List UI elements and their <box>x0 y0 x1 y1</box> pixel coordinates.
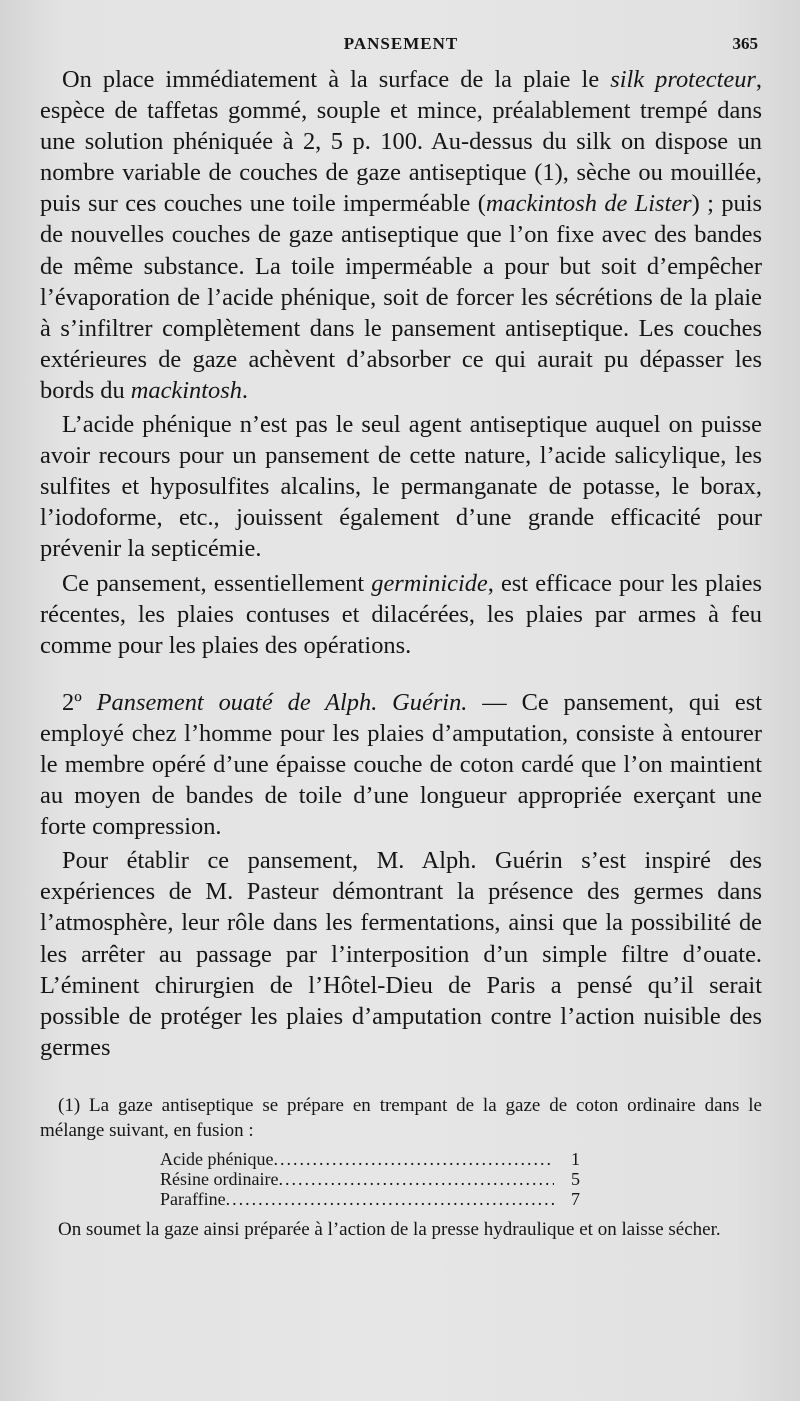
recipe-row <box>160 1149 580 1169</box>
paragraph <box>40 568 762 661</box>
italic-text: Pansement ouaté de Alph. Guérin. <box>96 688 468 716</box>
italic-text: germinicide <box>371 569 488 597</box>
dot-leader <box>273 1149 554 1169</box>
recipe-table <box>160 1149 580 1209</box>
paragraph <box>40 845 762 1063</box>
italic-text: mackintosh de Lister <box>485 190 692 218</box>
body-text <box>40 64 762 1063</box>
text-run: Pour établir ce pansement, M. Alph. Guérin s’est inspiré des expériences de M. Pasteur démontrant la présence des germes dans l’atmosphère, leur rôle dans les fermentations, ainsi que la possibilité de les arrêter au passage par l’interposition d’un simple filtre d’ouate. L’éminent chirurgien de l’Hôtel-Dieu de Paris a pensé qu’il serait possible de protéger les plaies d’amputation contre l’action nuisible des germes <box>40 847 762 1061</box>
text-run: , espèce de taffetas gommé, souple et mince, préalablement trempé dans une solution phéniquée à 2, 5 p. 100. Au-dessus du silk on dispose un nombre variable de couches de gaze antiseptique (1), sèche ou mouillée, puis sur ces couches une toile imperméable ( <box>40 66 762 218</box>
text-run: — Ce pansement, qui est employé chez l’homme pour les plaies d’amputation, consiste à entourer le membre opéré d’une épaisse couche de coton cardé que l’on maintient au moyen de bandes de toile d’une longueur appropriée exerçant une forte compression. <box>40 688 763 841</box>
paragraph <box>40 64 762 406</box>
footnote-outro: On soumet la gaze ainsi préparée à l’action de la presse hydraulique et on laisse sécher. <box>58 1218 721 1240</box>
italic-text: silk protecteur <box>610 66 756 93</box>
footnote-intro: (1) La gaze antiseptique se prépare en trempant de la gaze de coton ordinaire dans le mélange suivant, en fusion : <box>40 1094 762 1141</box>
ingredient-quantity: 5 <box>571 1168 580 1189</box>
ingredient-quantity: 1 <box>571 1148 580 1169</box>
paragraph <box>40 687 762 842</box>
italic-text: mackintosh <box>130 376 242 404</box>
text-run: Ce pansement, essentiellement <box>62 569 372 597</box>
page-number: 365 <box>732 34 758 53</box>
ingredient-quantity: 7 <box>571 1188 580 1209</box>
text-run: , est efficace pour les plaies récentes, les plaies contuses et dilacérées, les plaies par armes à feu comme pour les plaies des opérations. <box>40 569 762 659</box>
dot-leader <box>278 1169 554 1189</box>
text-run: 2º <box>62 688 97 716</box>
text-run: . <box>241 376 248 404</box>
running-head: PANSEMENT <box>343 34 459 53</box>
ingredient-name: Résine ordinaire <box>160 1168 279 1189</box>
ingredient-name: Acide phénique <box>160 1148 274 1169</box>
text-run: L’acide phénique n’est pas le seul agent antiseptique auquel on puisse avoir recours pour un pansement de cette nature, l’acide salicylique, les sulfites et hyposulfites alcalins, le permanganate de potasse, le borax, l’iodoforme, etc., jouissent également d’une grande efficacité pour prévenir la septicémie. <box>40 411 762 563</box>
ingredient-name: Paraffine <box>160 1188 226 1209</box>
recipe-row <box>160 1169 580 1189</box>
dot-leader <box>226 1189 554 1209</box>
page-header <box>40 30 762 64</box>
recipe-row <box>160 1189 580 1209</box>
text-run: ) ; puis de nouvelles couches de gaze antiseptique que l’on fixe avec des bandes de même substance. La toile imperméable a pour but soit d’empêcher l’évaporation de l’acide phénique, soit de forcer les sécrétions de la plaie à s’infiltrer complètement dans le pansement antiseptique. Les couches extérieures de gaze achèvent d’absorber ce qui aurait pu dépasser les bords du <box>40 190 762 404</box>
footnote <box>40 1093 762 1242</box>
paragraph <box>40 409 762 564</box>
text-run: On place immédiatement à la surface de la plaie le <box>62 66 611 93</box>
